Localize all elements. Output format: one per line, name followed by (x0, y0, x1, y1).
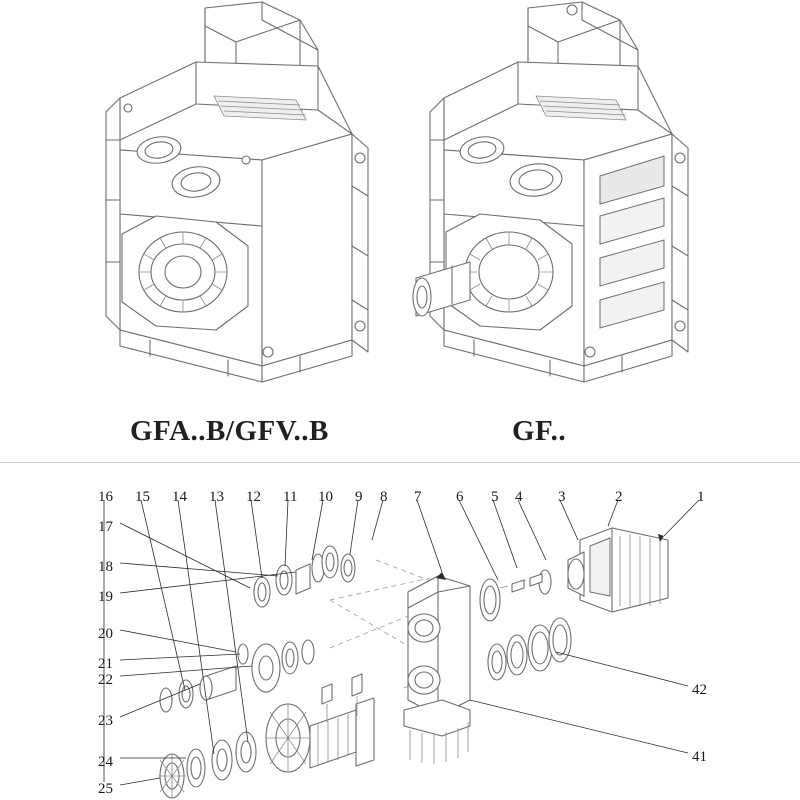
callout-number-16: 16 (98, 489, 113, 505)
callout-number-24: 24 (98, 754, 113, 770)
caption-gfa-b-gfv-b: GFA..B/GFV..B (130, 415, 329, 447)
callout-number-18: 18 (98, 559, 113, 575)
callout-number-12: 12 (246, 489, 261, 505)
callout-number-23: 23 (98, 713, 113, 729)
callout-number-6: 6 (456, 489, 464, 505)
callout-number-15: 15 (135, 489, 150, 505)
section-divider (0, 462, 800, 463)
callout-number-2: 2 (615, 489, 623, 505)
caption-gf: GF.. (512, 415, 567, 447)
callout-number-14: 14 (172, 489, 187, 505)
callout-number-21: 21 (98, 656, 113, 672)
callout-number-5: 5 (491, 489, 499, 505)
callout-number-11: 11 (283, 489, 298, 505)
callout-number-9: 9 (355, 489, 363, 505)
callout-number-25: 25 (98, 781, 113, 797)
gear-unit-left-artwork (106, 2, 368, 382)
callout-number-41: 41 (692, 749, 707, 765)
callout-number-20: 20 (98, 626, 113, 642)
callout-number-8: 8 (380, 489, 388, 505)
callout-number-42: 42 (692, 682, 707, 698)
callout-number-19: 19 (98, 589, 113, 605)
exploded-assembly-artwork (104, 500, 699, 798)
callout-number-7: 7 (414, 489, 422, 505)
callout-number-4: 4 (515, 489, 523, 505)
callout-number-22: 22 (98, 672, 113, 688)
callout-number-13: 13 (209, 489, 224, 505)
callout-number-10: 10 (318, 489, 333, 505)
gear-unit-right-artwork (413, 2, 688, 382)
callout-number-3: 3 (558, 489, 566, 505)
callout-number-1: 1 (697, 489, 705, 505)
callout-number-17: 17 (98, 519, 113, 535)
